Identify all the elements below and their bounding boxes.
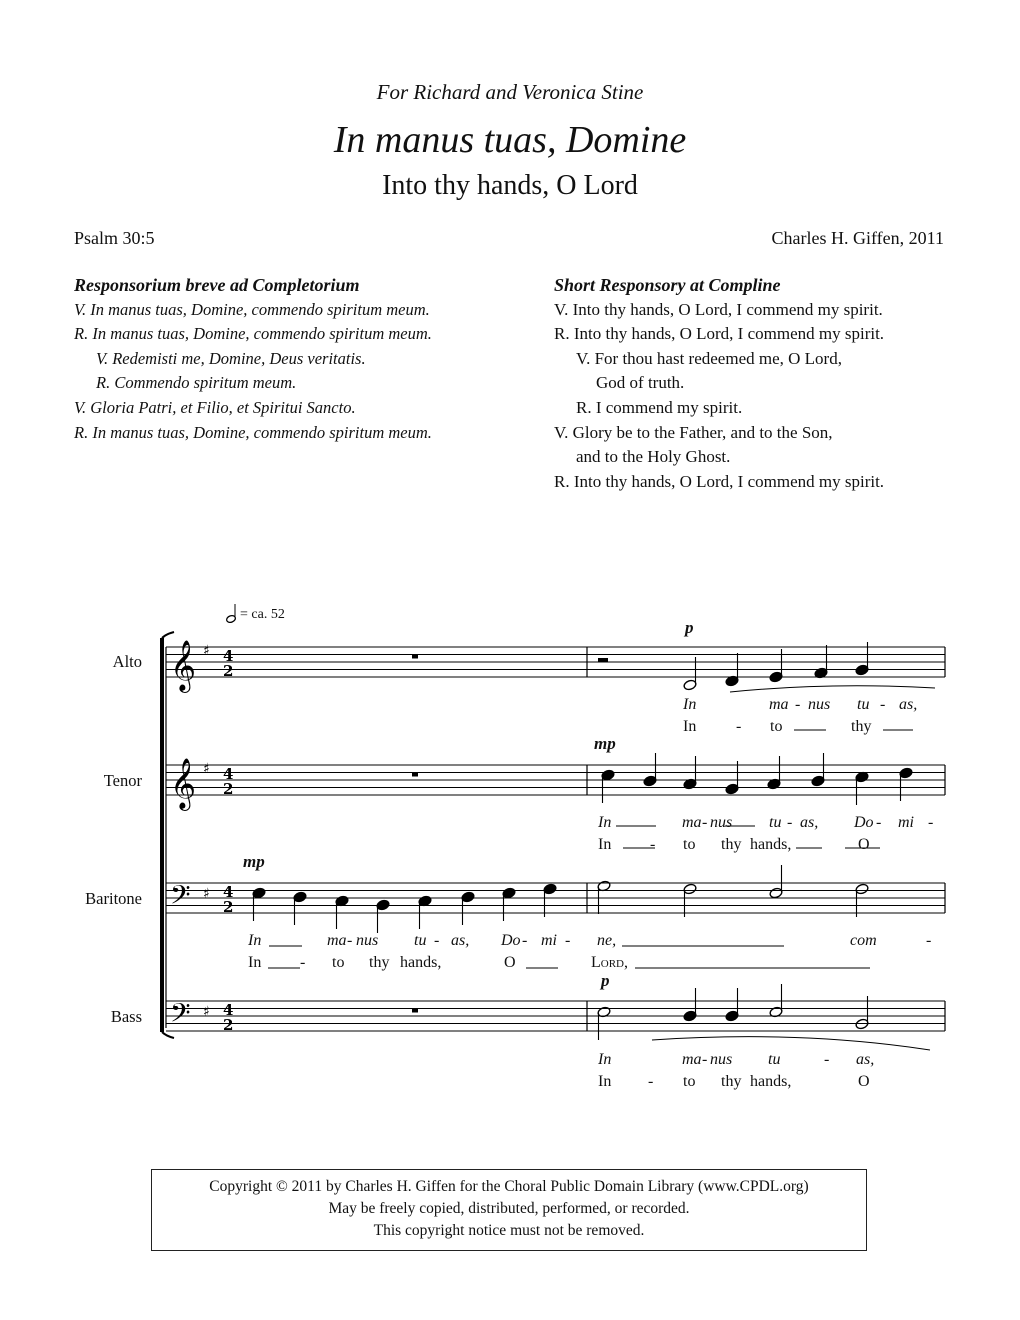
lyric-alto-english: thy [851,718,872,735]
lyric-baritone-english: - [300,954,306,971]
english-line: R. Into thy hands, O Lord, I commend my spirit. [554,324,885,344]
time-signature-top: 4 [223,1001,234,1019]
key-signature: ♯ [203,1004,210,1020]
lyric-baritone-english: thy [369,954,390,971]
lyric-baritone-english: Lord, [591,954,628,971]
copyright-line: Copyright © 2011 by Charles H. Giffen for the Choral Public Domain Library (www.CPDL.org) [209,1178,809,1195]
page-subtitle: Into thy hands, O Lord [382,170,638,201]
lyric-tenor-latin: - [787,814,793,831]
latin-heading: Responsorium breve ad Completorium [74,275,360,295]
lyric-tenor-latin: as, [800,814,819,831]
dynamic-alto: p [685,618,694,637]
lyric-alto-latin: ma [769,696,789,713]
lyric-baritone-latin: nus [356,932,379,949]
key-signature: ♯ [203,643,210,659]
part-name-bass: Bass [110,1007,142,1026]
key-signature: ♯ [203,886,210,902]
lyric-tenor-latin: - [876,814,882,831]
half-rest [598,658,608,662]
lyric-baritone-latin: - [434,932,440,949]
bass-clef: 𝄢 [170,879,191,917]
english-line: V. Glory be to the Father, and to the Son, [554,422,833,442]
copyright-line: May be freely copied, distributed, performed, or recorded. [328,1200,690,1217]
part-name-alto: Alto [112,652,142,671]
slur [652,1037,930,1050]
lyric-alto-latin: - [795,696,801,713]
composer: Charles H. Giffen, 2011 [771,228,944,248]
lyric-baritone-english: hands, [400,954,442,971]
latin-line: R. Commendo spiritum meum. [96,373,297,393]
lyric-bass-latin: tu [768,1051,781,1068]
english-line: God of truth. [596,373,685,393]
lyric-baritone-latin: com [850,932,877,949]
lyric-alto-english: - [736,718,742,735]
lyric-tenor-latin: - [702,814,708,831]
lyric-bass-english: thy [721,1073,742,1090]
lyric-bass-latin: nus [710,1051,733,1068]
lyric-alto-latin: - [880,696,886,713]
tempo-mark: = ca. 52 [240,607,285,622]
time-signature-top: 4 [223,883,234,901]
lyric-bass-english: hands, [750,1073,792,1090]
lyric-tenor-latin: nus [710,814,733,831]
text-source: Psalm 30:5 [74,228,155,248]
lyric-tenor-latin: ma [682,814,702,831]
english-line: R. Into thy hands, O Lord, I commend my spirit. [554,471,885,491]
treble-clef: 𝄞 [170,640,197,691]
lyric-baritone-english: to [332,954,345,971]
lyric-baritone-latin: ne, [597,932,617,949]
treble-clef: 𝄞 [170,758,197,809]
lyric-tenor-latin: Do [854,814,874,831]
lyric-baritone-latin: In [248,932,262,949]
lyric-tenor-latin: - [928,814,934,831]
lyric-baritone-latin: mi [541,932,557,949]
whole-rest [412,1009,418,1013]
time-signature-bottom: 2 [223,662,234,680]
key-signature: ♯ [203,761,210,777]
lyric-baritone-latin: - [347,932,353,949]
time-signature-top: 4 [223,647,234,665]
latin-line: V. In manus tuas, Domine, commendo spiritum meum. [74,299,430,319]
whole-rest [412,655,418,659]
lyric-baritone-latin: - [565,932,571,949]
english-heading: Short Responsory at Compline [554,275,781,295]
lyric-baritone-english: In [248,954,262,971]
copyright-box [151,1169,867,1251]
lyric-tenor-english: In [598,836,612,853]
whole-rest [412,773,418,777]
lyric-tenor-english: hands, [750,836,792,853]
page-title: In manus tuas, Domine [333,119,687,161]
latin-line: R. In manus tuas, Domine, commendo spiritum meum. [74,422,432,442]
lyric-alto-latin: In [683,696,697,713]
dedication: For Richard and Veronica Stine [376,80,644,104]
lyric-tenor-english: thy [721,836,742,853]
lyric-bass-english: In [598,1073,612,1090]
lyric-bass-latin: ma [682,1051,702,1068]
time-signature-top: 4 [223,765,234,783]
lyric-tenor-latin: tu [769,814,782,831]
english-line: R. I commend my spirit. [576,397,743,417]
lyric-tenor-latin: In [598,814,612,831]
part-name-tenor: Tenor [103,771,142,790]
lyric-bass-latin: - [824,1051,830,1068]
lyric-bass-english: O [858,1073,870,1090]
english-line: and to the Holy Ghost. [576,447,731,467]
lyric-baritone-latin: tu [414,932,427,949]
latin-line: R. In manus tuas, Domine, commendo spiritum meum. [74,324,432,344]
lyric-alto-latin: nus [808,696,831,713]
time-signature-bottom: 2 [223,898,234,916]
lyric-baritone-english: O [504,954,516,971]
lyric-alto-english: to [770,718,783,735]
time-signature-bottom: 2 [223,1016,234,1034]
lyric-baritone-latin: - [926,932,932,949]
english-line: V. Into thy hands, O Lord, I commend my spirit. [554,299,883,319]
dynamic-tenor: mp [594,734,616,753]
lyric-tenor-english: O [858,836,870,853]
latin-line: V. Redemisti me, Domine, Deus veritatis. [96,348,366,368]
time-signature-bottom: 2 [223,780,234,798]
lyric-bass-english: to [683,1073,696,1090]
lyric-bass-latin: In [598,1051,612,1068]
lyric-tenor-latin: mi [898,814,914,831]
lyric-alto-latin: as, [899,696,918,713]
bass-clef: 𝄢 [170,997,191,1035]
latin-line: V. Gloria Patri, et Filio, et Spiritui Sancto. [74,397,356,417]
lyric-baritone-latin: as, [451,932,470,949]
lyric-baritone-latin: ma [327,932,347,949]
lyric-alto-english: In [683,718,697,735]
dynamic-baritone: mp [243,852,265,871]
dynamic-bass: p [601,971,610,990]
lyric-tenor-english: - [650,836,656,853]
lyric-bass-latin: - [702,1051,708,1068]
lyric-bass-english: - [648,1073,654,1090]
lyric-bass-latin: as, [856,1051,875,1068]
part-name-baritone: Baritone [85,889,142,908]
lyric-tenor-english: to [683,836,696,853]
copyright-line: This copyright notice must not be removed. [373,1222,645,1239]
slur [730,686,935,692]
lyric-baritone-latin: - [522,932,528,949]
lyric-baritone-latin: Do [501,932,521,949]
english-line: V. For thou hast redeemed me, O Lord, [576,348,842,368]
lyric-alto-latin: tu [857,696,870,713]
